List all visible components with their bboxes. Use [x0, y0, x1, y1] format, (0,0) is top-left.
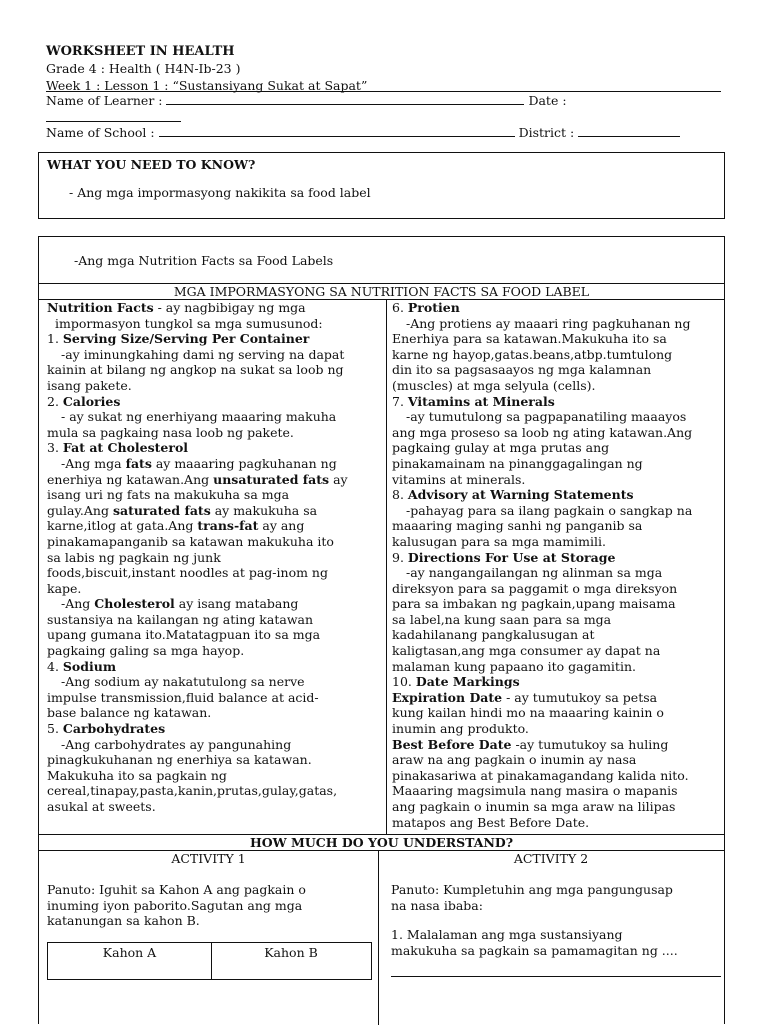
num: 8. [392, 487, 408, 503]
text: kaligtasan,ang mga consumer ay dapat na [392, 643, 661, 659]
text: ay maaaring pagkuhanan ng [151, 455, 337, 471]
date-label: Date : [528, 93, 567, 108]
text: (muscles) at mga selyula (cells). [392, 377, 596, 393]
num: 1. [47, 331, 63, 347]
text: araw na ang pagkain o inumin ay nasa [392, 752, 637, 768]
text: Panuto: Kumpletuhin ang mga pangungusap [391, 882, 673, 897]
fat-cholesterol-term: Fat at Cholesterol [62, 440, 189, 456]
text: ay ang [258, 518, 305, 534]
text: para sa imbakan ng pagkain,upang maisama [392, 596, 676, 612]
text: impormasyon tungkol sa mga sumusunod: [55, 315, 323, 331]
text: - ay tumutukoy sa petsa [502, 689, 658, 705]
text: makukuha sa pagkain sa pamamagitan ng .... [391, 942, 678, 958]
activity2-instructions [391, 882, 721, 958]
school-line [46, 124, 722, 141]
kahon-table [47, 942, 372, 980]
text: ay makukuha sa [210, 502, 318, 518]
worksheet-title: WORKSHEET IN HEALTH [46, 44, 235, 59]
text: ang pagkain o inumin sa mga araw na lilipas [392, 799, 676, 814]
text: -ay nangangailangan ng alinman sa mga [406, 565, 663, 581]
text: -Ang mga [61, 455, 126, 471]
text: ay [329, 471, 348, 487]
text: isang uri ng fats na makukuha sa mga [47, 487, 290, 503]
learner-line [46, 92, 722, 109]
understand-heading: HOW MUCH DO YOU UNDERSTAND? [249, 835, 514, 850]
text: upang gumana ito.Matatagpuan ito sa mga [47, 627, 321, 643]
text: foods,biscuit,instant noodles at pag-inom ng [47, 565, 328, 581]
text: Maaaring magsimula nang masira o mapanis [392, 783, 678, 799]
text: -Ang [61, 596, 95, 612]
activity1-title: ACTIVITY 1 [171, 851, 246, 866]
text: kainin at bilang ng angkop na sukat sa loob ng [47, 362, 344, 378]
activity2-title: ACTIVITY 2 [513, 851, 589, 866]
text: karne,itlog at gata.Ang [47, 518, 198, 534]
serving-size-term: Serving Size/Serving Per Container [62, 331, 310, 347]
worksheet-header [46, 43, 722, 94]
calories-term: Calories [62, 393, 121, 409]
school-label: Name of School : [46, 125, 155, 140]
text: -Ang carbohydrates ay pangunahing [61, 736, 292, 752]
week-line: Week 1 : Lesson 1 : “Sustansiyang Sukat at Sapat” [46, 78, 368, 93]
expiration-date-term: Expiration Date [392, 689, 503, 705]
carbohydrates-term: Carbohydrates [62, 721, 166, 737]
kahon-a-label: Kahon A [102, 945, 157, 960]
left-column [47, 300, 383, 815]
text: inuming iyon paborito.Sagutan ang mga [47, 897, 303, 913]
text: vitamins at minerals. [392, 471, 526, 487]
right-column [392, 300, 722, 830]
text: pinakasariwa at pinakamagandang kalida nito. [392, 767, 689, 783]
text: pagkaing galing sa mga hayop. [47, 643, 245, 659]
column-divider [386, 299, 387, 834]
text: -Ang protiens ay maaari ring pagkuhanan ng [406, 315, 691, 331]
fats-term: fats [125, 455, 152, 471]
text: -Ang sodium ay nakatutulong sa nerve [61, 674, 305, 690]
text: karne ng hayop,gatas.beans,atbp.tumtulong [392, 346, 673, 362]
school-name-field[interactable] [159, 124, 515, 137]
text: sa label,na kung saan para sa mga [392, 611, 612, 627]
lesson-table [38, 236, 725, 1024]
text: kung kailan hindi mo na maaaring kainin o [392, 705, 664, 721]
text: cereal,tinapay,pasta,kanin,prutas,gulay,gatas, [47, 783, 338, 799]
text: kadahilanang pangkalusugan at [392, 627, 595, 643]
text: pinakamapanganib sa katawan makukuha ito [47, 533, 334, 549]
text: -ay tumutukoy sa huling [511, 736, 669, 752]
protein-term: Protien [407, 300, 460, 315]
vitamins-term: Vitamins at Minerals [407, 393, 555, 409]
text: pinagkukuhanan ng enerhiya sa katawan. [47, 752, 312, 768]
district-field[interactable] [578, 124, 680, 137]
text: gulay.Ang [47, 502, 113, 518]
text: maaaring maging sanhi ng panganib sa [392, 518, 643, 534]
text: Panuto: Iguhit sa Kahon A ang pagkain o [47, 882, 306, 897]
trans-fat-term: trans-fat [197, 518, 259, 534]
text: direksyon para sa paggamit o mga direksyon [392, 580, 678, 596]
num: 6. [392, 300, 408, 315]
text: na nasa ibaba: [391, 897, 483, 913]
text: isang pakete. [47, 377, 132, 393]
text: sa labis ng pagkain ng junk [47, 549, 221, 565]
text: -pahayag para sa ilang pagkain o sangkap na [406, 502, 693, 518]
text: mula sa pagkaing nasa loob ng pakete. [47, 424, 294, 440]
num: 5. [47, 721, 63, 737]
text: matapos ang Best Before Date. [392, 814, 590, 830]
num: 10. [392, 674, 416, 690]
text: - ay nagbibigay ng mga [153, 300, 306, 315]
text: -ay tumutulong sa pagpapanatiling maaayos [406, 409, 687, 425]
text: ay isang matabang [174, 596, 299, 612]
text: kape. [47, 580, 82, 596]
text: sustansiya na kailangan ng ating katawan [47, 611, 314, 627]
text: katanungan sa kahon B. [47, 913, 200, 929]
saturated-fats-term: saturated fats [112, 502, 211, 518]
text: ang mga proseso sa loob ng ating katawan.Ang [392, 424, 693, 440]
date-field[interactable] [46, 109, 181, 122]
num: 7. [392, 393, 408, 409]
text: inumin ang produkto. [392, 721, 529, 737]
district-label: District : [518, 125, 575, 140]
column-divider [378, 850, 379, 1025]
nutrition-facts-term: Nutrition Facts [47, 300, 154, 315]
text: - ay sukat ng enerhiyang maaaring makuha [61, 409, 337, 425]
answer-line[interactable] [391, 976, 721, 977]
unsaturated-fats-term: unsaturated fats [213, 471, 330, 487]
text: impulse transmission,fluid balance at acid- [47, 689, 319, 705]
cholesterol-term: Cholesterol [94, 596, 175, 612]
num: 9. [392, 549, 408, 565]
text: kalusugan para sa mga mamimili. [392, 533, 606, 549]
text: din ito sa pagsasaayos ng mga kalamnan [392, 362, 652, 378]
text: pagkaing gulay at mga prutas ang [392, 440, 610, 456]
learner-name-field[interactable] [166, 92, 524, 105]
advisory-term: Advisory at Warning Statements [407, 487, 634, 503]
text: Enerhiya para sa katawan.Makukuha ito sa [392, 331, 667, 347]
num: 3. [47, 440, 63, 456]
date-markings-term: Date Markings [415, 674, 520, 690]
text: enerhiya ng katawan.Ang [47, 471, 214, 487]
text: malaman kung papaano ito gagamitin. [392, 658, 636, 674]
kahon-b-label: Kahon B [264, 945, 318, 960]
grade-line: Grade 4 : Health ( H4N-Ib-23 ) [46, 61, 241, 76]
know-title: WHAT YOU NEED TO KNOW? [47, 157, 256, 172]
activity1-instructions [47, 882, 372, 929]
nutrition-heading: MGA IMPORMASYONG SA NUTRITION FACTS SA FOOD LABEL [173, 284, 590, 299]
intro-text: -Ang mga Nutrition Facts sa Food Labels [74, 253, 334, 268]
text: Makukuha ito sa pagkain ng [47, 767, 227, 783]
know-item: - Ang mga impormasyong nakikita sa food label [69, 185, 371, 200]
num: 4. [47, 658, 63, 674]
directions-term: Directions For Use at Storage [407, 549, 616, 565]
text: base balance ng katawan. [47, 705, 212, 721]
text: 1. Malalaman ang mga sustansiyang [391, 927, 623, 943]
text: pinakamainam na pinanggagalingan ng [392, 455, 643, 471]
know-box [38, 152, 725, 219]
num: 2. [47, 393, 63, 409]
text: -ay iminungkahing dami ng serving na dapat [61, 346, 345, 362]
text: asukal at sweets. [47, 799, 156, 814]
learner-label: Name of Learner : [46, 93, 163, 108]
best-before-term: Best Before Date [392, 736, 512, 752]
sodium-term: Sodium [62, 658, 117, 674]
